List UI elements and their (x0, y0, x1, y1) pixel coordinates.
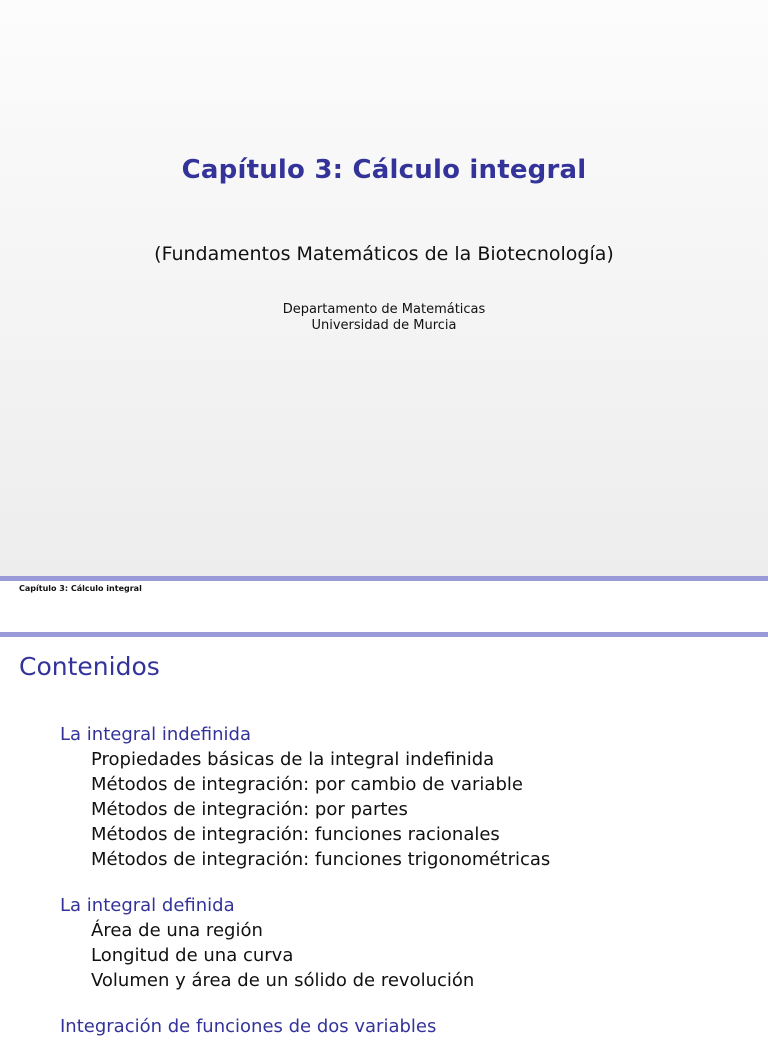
slide-title: Capítulo 3: Cálculo integral (181, 155, 587, 185)
table-of-contents (60, 722, 750, 1060)
toc-subsection[interactable]: Longitud de una curva (91, 945, 294, 966)
toc-section-title[interactable]: La integral indefinida (60, 724, 252, 745)
department-name: Departamento de Matemáticas (282, 302, 486, 317)
toc-subsection[interactable]: Métodos de integración: por cambio de variable (91, 774, 523, 795)
toc-subsection[interactable]: Métodos de integración: por partes (91, 799, 408, 820)
toc-subsection[interactable]: Volumen y área de un sólido de revolución (91, 970, 475, 991)
toc-section (60, 722, 750, 872)
slide-subtitle: (Fundamentos Matemáticos de la Biotecnología) (154, 243, 614, 265)
toc-section (60, 1014, 750, 1039)
institute-block (0, 302, 768, 334)
toc-section-title[interactable]: Integración de funciones de dos variables (60, 1016, 437, 1037)
toc-subsection[interactable]: Propiedades básicas de la integral indefinida (91, 749, 495, 770)
footer-short-title: Capítulo 3: Cálculo integral (19, 584, 142, 593)
toc-section (60, 893, 750, 993)
toc-subsection[interactable]: Métodos de integración: funciones racionales (91, 824, 500, 845)
toc-subsection[interactable]: Área de una región (91, 920, 263, 941)
toc-subsection[interactable]: Métodos de integración: funciones trigonométricas (91, 849, 551, 870)
contents-slide (0, 637, 768, 1037)
contents-heading: Contenidos (19, 652, 160, 681)
university-name: Universidad de Murcia (311, 318, 457, 333)
toc-section-title[interactable]: La integral definida (60, 895, 235, 916)
